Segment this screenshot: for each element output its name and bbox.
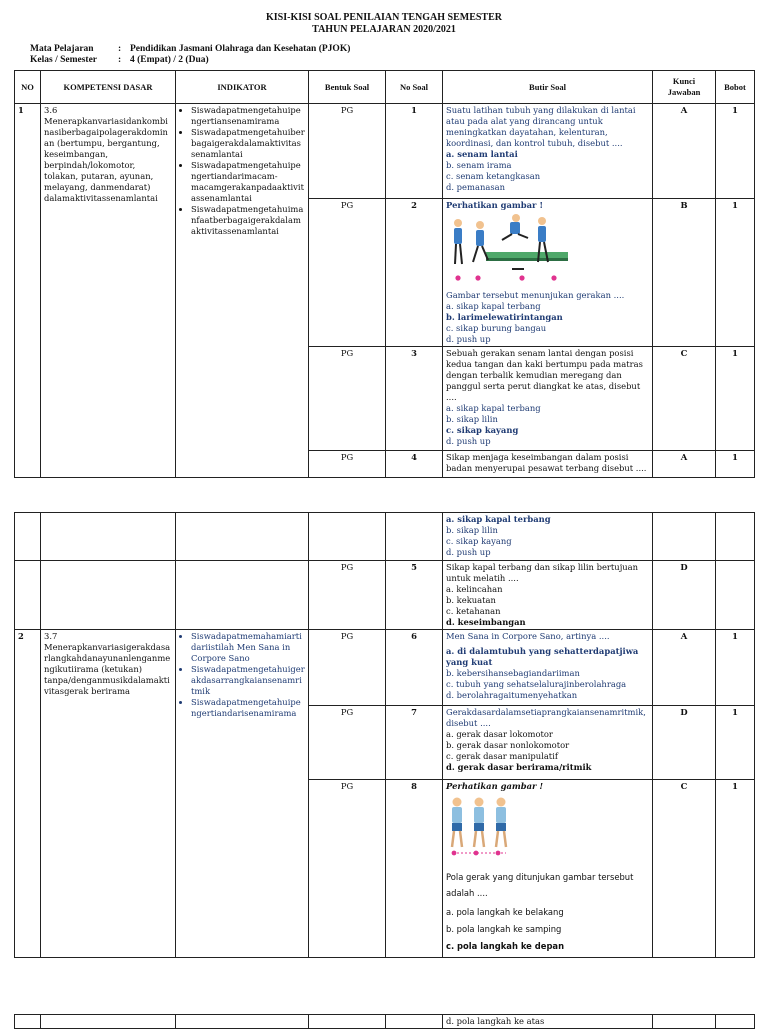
bentuk-soal: PG xyxy=(309,199,386,347)
table-header-row xyxy=(15,71,755,104)
butir-soal xyxy=(443,780,653,958)
no-soal: 4 xyxy=(386,451,443,478)
option-b: b. senam irama xyxy=(446,160,512,170)
kd-cell xyxy=(41,630,176,958)
no-cell xyxy=(15,1015,41,1029)
bobot: 1 xyxy=(716,347,755,451)
bobot xyxy=(716,561,755,630)
question-lead: Perhatikan gambar ! xyxy=(446,781,544,791)
bentuk-soal: PG xyxy=(309,347,386,451)
kd-code: 3.7 xyxy=(44,631,58,641)
bobot: 1 xyxy=(716,780,755,958)
option-b: b. sikap lilin xyxy=(446,525,498,535)
bobot: 1 xyxy=(716,630,755,706)
table-row xyxy=(15,104,755,199)
bobot xyxy=(716,513,755,561)
bentuk-soal: PG xyxy=(309,706,386,780)
option-a: a. sikap kapal terbang xyxy=(446,403,541,413)
butir-soal xyxy=(443,561,653,630)
bentuk-soal: PG xyxy=(309,630,386,706)
doc-subtitle: TAHUN PELAJARAN 2020/2021 xyxy=(312,24,456,35)
option-d: d. berolahragaitumenyehatkan xyxy=(446,690,578,700)
kunci-jawaban: D xyxy=(653,706,716,780)
indikator-list xyxy=(179,105,305,237)
doc-title: KISI-KISI SOAL PENILAIAN TENGAH SEMESTER xyxy=(266,12,502,23)
butir-soal xyxy=(443,451,653,478)
question-lead: Perhatikan gambar ! xyxy=(446,200,544,210)
walking-pattern-illustration xyxy=(446,795,516,859)
bobot: 1 xyxy=(716,706,755,780)
option-a: a. pola langkah ke belakang xyxy=(446,907,564,917)
option-c: c. sikap burung bangau xyxy=(446,323,547,333)
indikator-item: • Siswadapatmengetahuipengertiandarimacam-macamgerakanpadaaktivitassenamlantai xyxy=(191,160,305,204)
kd-number: 2 xyxy=(15,630,41,958)
kunci-jawaban: A xyxy=(653,104,716,199)
indikator-cell xyxy=(176,1015,309,1029)
kelas-value: 4 (Empat) / 2 (Dua) xyxy=(130,55,209,65)
bentuk-soal xyxy=(309,513,386,561)
question-text: Men Sana in Corpore Sano, artinya .... xyxy=(446,631,610,641)
kelas-label: Kelas / Semester xyxy=(30,55,98,65)
header-kd: KOMPETENSI DASAR xyxy=(41,71,176,104)
kd-code: 3.6 xyxy=(44,105,58,115)
option-b: b. kebersihansebagiandariiman xyxy=(446,668,580,678)
question-text: Sebuah gerakan senam lantai dengan posisi kedua tangan dan kaki bertumpu pada matras dengan terbalik kemudian meregang dan panggul serta perut diangkat ke atas, disebut .... xyxy=(446,348,643,402)
question-text: Gambar tersebut menunjukan gerakan .... xyxy=(446,290,625,300)
indikator-cell xyxy=(176,104,309,478)
bobot: 1 xyxy=(716,451,755,478)
header-indikator: INDIKATOR xyxy=(176,71,309,104)
kd-cell xyxy=(41,1015,176,1029)
table-row xyxy=(15,513,755,561)
option-b: b. pola langkah ke samping xyxy=(446,924,562,934)
kisi-table-page-1 xyxy=(14,70,755,478)
no-soal: 8 xyxy=(386,780,443,958)
indikator-item: • Siswadapatmengetahuiberbagaigerakdalamaktivitassenamlantai xyxy=(191,127,305,160)
mapel-value: Pendidikan Jasmani Olahraga dan Kesehatan (PJOK) xyxy=(130,44,351,54)
question-text: Suatu latihan tubuh yang dilakukan di lantai atau pada alat yang dirancang untuk meningkatkan dayatahan, kelenturan, koordinasi, dan kontrol tubuh, disebut .... xyxy=(446,105,636,148)
indikator-item: • Siswadapatmengetahuimanfaatberbagaigerakdalamaktivitassenamlantai xyxy=(191,204,305,237)
question-text: Sikap menjaga keseimbangan dalam posisi badan menyerupai pesawat terbang disebut .... xyxy=(446,452,647,473)
bobot: 1 xyxy=(716,104,755,199)
option-c: c. tubuh yang sehatselalurajinberolahraga xyxy=(446,679,627,689)
option-b: b. larimelewatirintangan xyxy=(446,312,563,322)
indikator-item: • Siswadapatmengetahuigerakdasarrangkaiansenamritmik xyxy=(191,664,305,697)
kunci-jawaban: D xyxy=(653,561,716,630)
header-butir: Butir Soal xyxy=(443,71,653,104)
indikator-cell xyxy=(176,561,309,630)
option-d: d. push up xyxy=(446,547,491,557)
kisi-table-page-3 xyxy=(14,1014,755,1029)
indikator-item: • Siswadapatmengetahuipengertiandarisenamirama xyxy=(191,697,305,719)
kelas-sep: : xyxy=(118,55,122,65)
question-text: Gerakdasardalamsetiaprangkaiansenamritmik, disebut .... xyxy=(446,707,646,728)
kunci-jawaban xyxy=(653,513,716,561)
bentuk-soal xyxy=(309,1015,386,1029)
bentuk-soal: PG xyxy=(309,104,386,199)
bobot: 1 xyxy=(716,199,755,347)
option-b: b. kekuatan xyxy=(446,595,496,605)
header-kunci: Kunci Jawaban xyxy=(653,71,716,104)
butir-soal xyxy=(443,706,653,780)
bentuk-soal: PG xyxy=(309,451,386,478)
bobot xyxy=(716,1015,755,1029)
no-soal: 1 xyxy=(386,104,443,199)
meta-mapel xyxy=(30,44,350,54)
option-a: a. sikap kapal terbang xyxy=(446,301,541,311)
indikator-item: • Siswadapatmengetahuipengertiansenamirama xyxy=(191,105,305,127)
indikator-cell xyxy=(176,630,309,958)
table-row xyxy=(15,561,755,630)
header-bobot: Bobot xyxy=(716,71,755,104)
meta-kelas xyxy=(30,55,209,65)
option-d: d. push up xyxy=(446,436,491,446)
no-soal: 6 xyxy=(386,630,443,706)
no-cell xyxy=(15,561,41,630)
header-no: NO xyxy=(15,71,41,104)
butir-soal xyxy=(443,347,653,451)
option-a: a. senam lantai xyxy=(446,149,518,159)
option-a: a. gerak dasar lokomotor xyxy=(446,729,553,739)
butir-soal xyxy=(443,513,653,561)
option-c: c. gerak dasar manipulatif xyxy=(446,751,558,761)
option-d: d. pemanasan xyxy=(446,182,506,192)
option-a: a. di dalamtubuh yang sehatterdapatjiwa yang kuat xyxy=(446,646,639,667)
option-d: d. keseimbangan xyxy=(446,617,526,627)
table-row xyxy=(15,630,755,706)
indikator-item: • Siswadapatmemahamiartidariistilah Men Sana in Corpore Sano xyxy=(191,631,305,664)
option-c: c. senam ketangkasan xyxy=(446,171,541,181)
kunci-jawaban: A xyxy=(653,630,716,706)
kd-cell xyxy=(41,561,176,630)
table-row xyxy=(15,1015,755,1029)
kunci-jawaban: A xyxy=(653,451,716,478)
option-b: b. sikap lilin xyxy=(446,414,498,424)
option-c: c. pola langkah ke depan xyxy=(446,941,565,951)
option-b: b. gerak dasar nonlokomotor xyxy=(446,740,570,750)
no-soal: 2 xyxy=(386,199,443,347)
indikator-cell xyxy=(176,513,309,561)
question-text: Pola gerak yang ditunjukan gambar tersebut adalah .... xyxy=(446,872,634,898)
option-c: c. sikap kayang xyxy=(446,425,519,435)
kd-cell xyxy=(41,104,176,478)
option-a: a. kelincahan xyxy=(446,584,503,594)
option-c: c. ketahanan xyxy=(446,606,501,616)
option-d: d. pola langkah ke atas xyxy=(446,1016,545,1026)
kd-text: Menerapkanvariasigerakdasarlangkahdanayunanlenganmengikutiirama (ketukan) tanpa/denganmusikdalamaktivitasgerak berirama xyxy=(44,642,171,696)
no-cell xyxy=(15,513,41,561)
header-nosoal: No Soal xyxy=(386,71,443,104)
kunci-jawaban xyxy=(653,1015,716,1029)
butir-soal xyxy=(443,104,653,199)
kd-cell xyxy=(41,513,176,561)
no-soal xyxy=(386,513,443,561)
bentuk-soal: PG xyxy=(309,561,386,630)
option-c: c. sikap kayang xyxy=(446,536,512,546)
kunci-jawaban: B xyxy=(653,199,716,347)
header-bentuk: Bentuk Soal xyxy=(309,71,386,104)
hurdle-run-illustration xyxy=(446,214,576,284)
bentuk-soal: PG xyxy=(309,780,386,958)
no-soal: 7 xyxy=(386,706,443,780)
butir-soal xyxy=(443,1015,653,1029)
no-soal: 5 xyxy=(386,561,443,630)
no-soal xyxy=(386,1015,443,1029)
mapel-label: Mata Pelajaran xyxy=(30,44,94,54)
option-d: d. push up xyxy=(446,334,491,344)
option-a: a. sikap kapal terbang xyxy=(446,514,551,524)
kisi-table-page-2 xyxy=(14,512,755,958)
option-d: d. gerak dasar berirama/ritmik xyxy=(446,762,592,772)
butir-soal xyxy=(443,199,653,347)
question-text: Sikap kapal terbang dan sikap lilin bertujuan untuk melatih .... xyxy=(446,562,639,583)
indikator-list xyxy=(179,631,305,719)
kd-number: 1 xyxy=(15,104,41,478)
mapel-sep: : xyxy=(118,44,122,54)
kd-text: Menerapkanvariasidankombinasiberbagaipolagerakdominan (bertumpu, bergantung, keseimbangan, berpindah/lokomotor, tolakan, putaran, ayunan, melayang, danmendarat) dalamaktivitassenamlantai xyxy=(44,116,168,203)
butir-soal xyxy=(443,630,653,706)
kunci-jawaban: C xyxy=(653,347,716,451)
no-soal: 3 xyxy=(386,347,443,451)
kunci-jawaban: C xyxy=(653,780,716,958)
